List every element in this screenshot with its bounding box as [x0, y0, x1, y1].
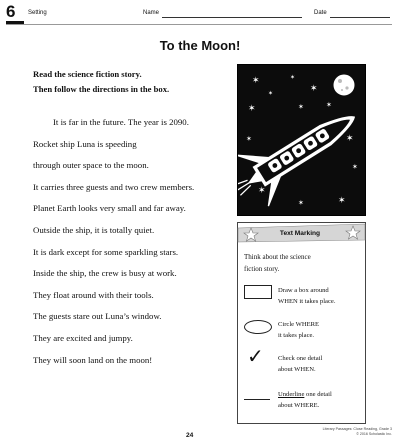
instruction-line: Check one detail — [278, 355, 323, 362]
instruction-line: it takes place. — [278, 332, 315, 339]
instruction-line: Draw a box around — [278, 287, 329, 294]
instruction-line: about WHEN. — [278, 366, 316, 373]
directions-line: Read the science fiction story. — [33, 69, 142, 79]
unit-label: Setting — [28, 10, 47, 16]
name-line — [162, 17, 302, 18]
page-number: 24 — [186, 432, 194, 439]
credit-line: © 2016 Scholastic Inc. — [356, 432, 392, 436]
svg-text:✶: ✶ — [248, 104, 256, 114]
intro-line: Think about the science — [244, 253, 311, 261]
header-rule — [6, 24, 392, 25]
unit-number: 6 — [6, 2, 16, 21]
box-instruction — [278, 285, 336, 307]
svg-text:✶: ✶ — [352, 163, 358, 171]
svg-text:✶: ✶ — [298, 199, 304, 207]
story-line: through outer space to the moon. — [33, 160, 149, 171]
checkmark-icon: ✓ — [247, 344, 264, 368]
story-line: It is dark except for some sparkling stars. — [33, 246, 179, 257]
moon-icon — [334, 75, 354, 95]
rocket-illustration — [237, 64, 366, 216]
story-line: They are excited and jumpy. — [33, 332, 133, 343]
intro-line: fiction story. — [244, 265, 280, 273]
svg-text:✶: ✶ — [252, 76, 260, 86]
underline-instruction — [278, 389, 332, 411]
copyright-credit — [290, 427, 392, 437]
svg-text:✶: ✶ — [246, 135, 252, 143]
directions — [33, 67, 169, 97]
story-line: Rocket ship Luna is speeding — [33, 138, 137, 149]
circle-instruction — [278, 319, 319, 341]
svg-text:✶: ✶ — [346, 134, 354, 144]
story-line: They will soon land on the moon! — [33, 354, 153, 365]
svg-text:✶: ✶ — [290, 74, 296, 81]
page-title: To the Moon! — [159, 38, 241, 53]
story-text — [33, 116, 233, 375]
instruction-line: WHEN it takes place. — [278, 298, 336, 305]
text-marking-title: Text Marking — [279, 230, 321, 237]
svg-text:✶: ✶ — [298, 103, 304, 111]
svg-text:✶: ✶ — [310, 84, 318, 94]
story-line: Outside the ship, it is totally quiet. — [33, 224, 155, 235]
story-line: Inside the ship, the crew is busy at work. — [33, 268, 177, 279]
box-symbol — [244, 285, 272, 299]
check-instruction — [278, 353, 322, 375]
underline-word: Underline — [278, 391, 305, 398]
story-line: It is far in the future. The year is 2090. — [53, 117, 189, 127]
svg-text:✶: ✶ — [338, 196, 346, 206]
story-line: They float around with their tools. — [33, 289, 154, 300]
directions-line: Then follow the directions in the box. — [33, 84, 170, 94]
underline-symbol — [244, 399, 270, 400]
instruction-line: Circle WHERE — [278, 321, 320, 328]
rocket-icon — [238, 65, 365, 215]
svg-text:✶: ✶ — [326, 101, 332, 109]
story-line: It carries three guests and two crew members. — [33, 181, 195, 192]
instruction-line: about WHERE. — [278, 402, 320, 409]
svg-text:✶: ✶ — [258, 186, 266, 196]
instruction-line — [278, 389, 332, 400]
story-line: The guests stare out Luna’s window. — [33, 311, 162, 322]
credit-line: Literary Passages: Close Reading, Grade 3 — [322, 427, 392, 431]
date-line — [330, 17, 390, 18]
svg-text:✶: ✶ — [268, 90, 274, 97]
text-marking-intro — [244, 251, 359, 275]
underline-rest: one detail — [304, 391, 332, 398]
story-line: Planet Earth looks very small and far away. — [33, 203, 186, 214]
name-label: Name — [143, 10, 160, 16]
date-label: Date — [314, 10, 327, 16]
circle-symbol — [244, 320, 272, 334]
